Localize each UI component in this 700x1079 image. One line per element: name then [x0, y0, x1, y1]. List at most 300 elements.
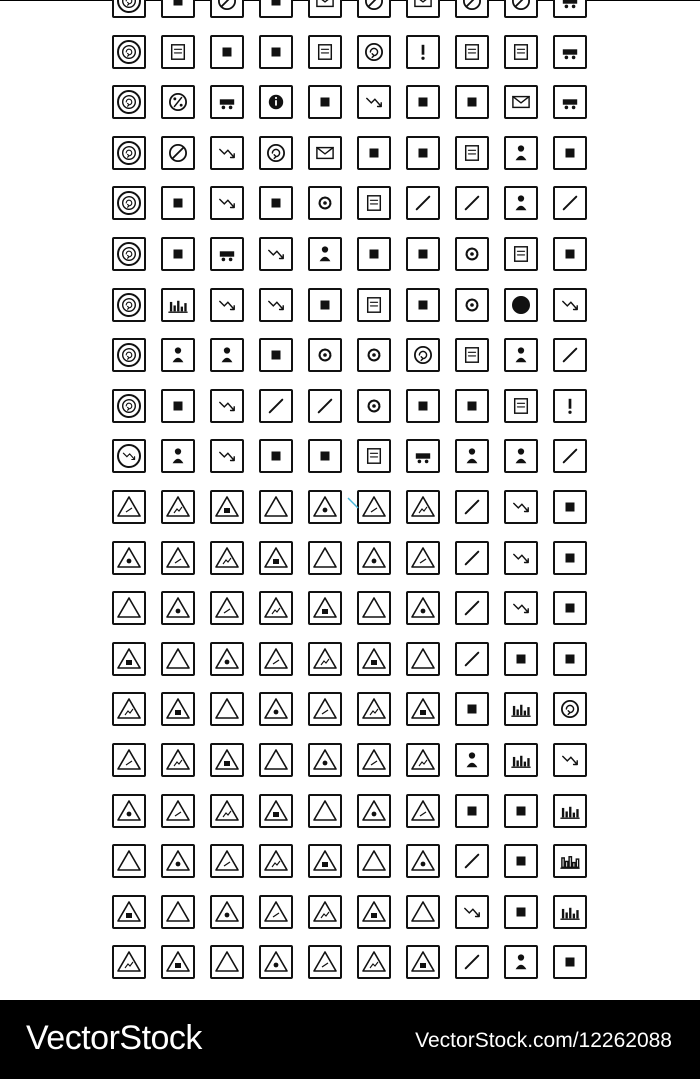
- icon-tile: [210, 794, 244, 828]
- gavel-icon: [457, 947, 487, 977]
- icon-tile: [308, 288, 342, 322]
- screen-icon: [457, 340, 487, 370]
- icon-tile: [504, 895, 538, 929]
- triangle-icon: [310, 947, 340, 977]
- icon-tile: [553, 35, 587, 69]
- triangle-icon: [310, 644, 340, 674]
- triangle-icon: [359, 492, 389, 522]
- bullet-icon: [457, 745, 487, 775]
- icon-tile: [553, 844, 587, 878]
- icon-tile: [553, 541, 587, 575]
- icon-tile: [112, 541, 146, 575]
- icon-tile: [553, 794, 587, 828]
- triangle-icon: [163, 593, 193, 623]
- price-tag-icon: [457, 391, 487, 421]
- icon-tile: [308, 743, 342, 777]
- icon-tile: [259, 136, 293, 170]
- icon-tile: [553, 895, 587, 929]
- triangle-icon: [408, 897, 438, 927]
- icon-tile: [553, 692, 587, 726]
- sync-circle-icon: [114, 239, 144, 269]
- handshake-icon: [408, 290, 438, 320]
- no-tool-icon: [163, 138, 193, 168]
- icon-tile: [553, 85, 587, 119]
- no-smoking-icon: [457, 0, 487, 16]
- icon-tile: [553, 490, 587, 524]
- gear-cross-icon: [359, 391, 389, 421]
- icon-tile: [406, 591, 440, 625]
- envelope-icon: [506, 87, 536, 117]
- triangle-icon: [261, 897, 291, 927]
- tank-icon: [555, 37, 585, 67]
- icon-tile: [161, 743, 195, 777]
- icon-tile: [455, 288, 489, 322]
- icon-tile: [455, 591, 489, 625]
- icon-tile: [357, 844, 391, 878]
- icon-tile: [259, 844, 293, 878]
- triangle-icon: [408, 796, 438, 826]
- bank-icon: [310, 340, 340, 370]
- triangle-icon: [408, 745, 438, 775]
- user-chat-icon: [212, 340, 242, 370]
- triangle-icon: [359, 947, 389, 977]
- icon-tile: [504, 541, 538, 575]
- ruler-triangle-icon: [555, 543, 585, 573]
- barrier-icon: [506, 644, 536, 674]
- triangle-icon: [261, 947, 291, 977]
- triangle-icon: [212, 593, 242, 623]
- icon-tile: [357, 288, 391, 322]
- icon-tile: [553, 186, 587, 220]
- icon-tile: [455, 692, 489, 726]
- bar-chart-icon: [555, 796, 585, 826]
- icon-tile: [308, 338, 342, 372]
- document-page-icon: [506, 239, 536, 269]
- icon-tile: [210, 692, 244, 726]
- icon-tile: [406, 743, 440, 777]
- icon-tile: [161, 136, 195, 170]
- water-tap-icon: [506, 796, 536, 826]
- icon-tile: [210, 743, 244, 777]
- icon-tile: [455, 136, 489, 170]
- triangle-icon: [310, 897, 340, 927]
- triangle-icon: [310, 745, 340, 775]
- icon-tile: [259, 541, 293, 575]
- hook-icon: [555, 441, 585, 471]
- triangle-icon: [163, 745, 193, 775]
- calendar-26-icon: [457, 138, 487, 168]
- guitar-icon: [555, 239, 585, 269]
- triangle-icon: [114, 694, 144, 724]
- icon-tile: [308, 895, 342, 929]
- triangle-icon: [408, 492, 438, 522]
- settings-gears-icon: [359, 340, 389, 370]
- cassette-icon: [506, 391, 536, 421]
- triangle-icon: [163, 694, 193, 724]
- padlock-icon: [163, 340, 193, 370]
- icon-tile: [210, 895, 244, 929]
- search-person-icon: [506, 441, 536, 471]
- gears-icon: [457, 239, 487, 269]
- crossed-tools-icon: [457, 87, 487, 117]
- icon-tile: [553, 743, 587, 777]
- icon-tile: [259, 642, 293, 676]
- calculator-icon: [359, 188, 389, 218]
- icon-tile: [357, 389, 391, 423]
- accent-tick-icon: [346, 496, 360, 510]
- telephone-icon: [163, 0, 193, 16]
- icon-tile: [308, 945, 342, 979]
- icon-tile: [455, 743, 489, 777]
- icon-tile: [357, 85, 391, 119]
- icon-tile: [259, 35, 293, 69]
- close-x-icon: [163, 188, 193, 218]
- icon-tile: [455, 186, 489, 220]
- triangle-icon: [114, 846, 144, 876]
- globe-icon: [310, 188, 340, 218]
- triangle-icon: [408, 694, 438, 724]
- calendar-grid-icon: [506, 37, 536, 67]
- icon-tile: [357, 591, 391, 625]
- icon-tile: [112, 945, 146, 979]
- icon-tile: [308, 186, 342, 220]
- notepad-pencil-icon: [163, 37, 193, 67]
- icon-tile: [161, 439, 195, 473]
- triangle-icon: [408, 947, 438, 977]
- icon-tile: [161, 237, 195, 271]
- magnifier-icon: [261, 340, 291, 370]
- icon-tile: [161, 35, 195, 69]
- icon-tile: [210, 642, 244, 676]
- rifle-diagonal-icon: [457, 543, 487, 573]
- flask-icon: [506, 340, 536, 370]
- triangle-icon: [163, 644, 193, 674]
- shopping-cart-icon: [212, 239, 242, 269]
- icon-tile: [553, 338, 587, 372]
- weather-vane-icon: [555, 138, 585, 168]
- watermark-footer: [0, 1000, 700, 1079]
- return-circle-icon: [114, 290, 144, 320]
- close-circle-icon: [359, 0, 389, 16]
- icon-tile: [504, 0, 538, 18]
- fence-icon: [555, 947, 585, 977]
- triangle-icon: [359, 593, 389, 623]
- equalizer-icon: [555, 897, 585, 927]
- icon-tile: [112, 794, 146, 828]
- bar-chart-icon: [163, 290, 193, 320]
- icon-tile: [161, 490, 195, 524]
- icon-tile: [308, 237, 342, 271]
- icon-tile: [161, 288, 195, 322]
- icon-tile: [455, 35, 489, 69]
- fish-icon: [457, 796, 487, 826]
- icon-tile: [259, 945, 293, 979]
- icon-tile: [112, 895, 146, 929]
- info-icon: [261, 87, 291, 117]
- icon-tile: [259, 85, 293, 119]
- zigzag-line-icon: [555, 290, 585, 320]
- wave-circle-icon: [555, 694, 585, 724]
- icon-tile: [504, 136, 538, 170]
- icon-tile: [259, 237, 293, 271]
- icon-tile: [112, 591, 146, 625]
- icon-tile: [406, 288, 440, 322]
- icon-tile: [112, 692, 146, 726]
- icon-tile: [308, 0, 342, 18]
- icon-tile: [161, 338, 195, 372]
- triangle-icon: [114, 796, 144, 826]
- icon-tile: [357, 794, 391, 828]
- trend-down-arrow-icon: [212, 138, 242, 168]
- shopping-cart-down-icon: [212, 87, 242, 117]
- padlock-key-icon: [310, 239, 340, 269]
- recycle-icon: [114, 391, 144, 421]
- icon-tile: [210, 288, 244, 322]
- delivery-truck-icon: [408, 441, 438, 471]
- triangle-icon: [163, 846, 193, 876]
- icon-tile: [357, 237, 391, 271]
- triangle-icon: [359, 694, 389, 724]
- jar-icon: [506, 138, 536, 168]
- scissors-icon: [408, 239, 438, 269]
- wave-faint-icon: [506, 593, 536, 623]
- icon-tile: [553, 237, 587, 271]
- percent-icon: [163, 87, 193, 117]
- icon-tile: [455, 439, 489, 473]
- triangle-icon: [310, 593, 340, 623]
- triangle-icon: [359, 644, 389, 674]
- icon-tile: [553, 288, 587, 322]
- icon-tile: [406, 490, 440, 524]
- icon-tile: [504, 35, 538, 69]
- icon-tile: [112, 136, 146, 170]
- icon-tile: [357, 743, 391, 777]
- bar-chart-icon: [506, 745, 536, 775]
- icon-tile: [455, 895, 489, 929]
- mail-magnify-icon: [310, 138, 340, 168]
- lightning-icon: [212, 290, 242, 320]
- triangle-icon: [114, 745, 144, 775]
- icon-tile: [406, 844, 440, 878]
- icon-tile: [553, 389, 587, 423]
- tank-icon: [555, 0, 585, 16]
- knife-icon: [555, 340, 585, 370]
- icon-tile: [504, 945, 538, 979]
- icon-tile: [504, 85, 538, 119]
- smartphone-icon: [408, 391, 438, 421]
- icon-tile: [259, 895, 293, 929]
- megaphone-icon: [261, 188, 291, 218]
- triangle-icon: [359, 846, 389, 876]
- ring-handle-icon: [114, 138, 144, 168]
- icon-tile: [259, 794, 293, 828]
- forbidden-circle-icon: [506, 290, 536, 320]
- icon-tile: [504, 642, 538, 676]
- icon-tile: [357, 541, 391, 575]
- triangle-icon: [310, 543, 340, 573]
- icon-tile: [112, 0, 146, 18]
- icon-tile: [553, 591, 587, 625]
- triangle-icon: [359, 897, 389, 927]
- icon-tile: [504, 844, 538, 878]
- triangle-icon: [212, 644, 242, 674]
- fragile-glass-icon: [310, 87, 340, 117]
- television-icon: [261, 0, 291, 16]
- icon-tile: [455, 0, 489, 18]
- triangle-icon: [261, 644, 291, 674]
- icon-tile: [357, 642, 391, 676]
- pulse-circle-icon: [114, 340, 144, 370]
- icon-tile: [504, 591, 538, 625]
- pencil-icon: [310, 391, 340, 421]
- icon-tile: [112, 186, 146, 220]
- money-icon: [310, 441, 340, 471]
- icon-tile: [210, 389, 244, 423]
- icon-tile: [161, 389, 195, 423]
- triangle-icon: [261, 796, 291, 826]
- magnifier-question-icon: [359, 239, 389, 269]
- power-button-icon: [261, 138, 291, 168]
- icon-tile: [406, 338, 440, 372]
- icon-tile: [112, 490, 146, 524]
- icon-tile: [161, 591, 195, 625]
- icon-tile: [308, 439, 342, 473]
- icon-tile: [504, 338, 538, 372]
- triangle-icon: [163, 492, 193, 522]
- icon-tile: [161, 0, 195, 18]
- icon-tile: [406, 692, 440, 726]
- icon-tile: [112, 389, 146, 423]
- icon-tile: [406, 895, 440, 929]
- icon-tile: [259, 0, 293, 18]
- icon-tile: [504, 389, 538, 423]
- triangle-icon: [261, 745, 291, 775]
- chain-link-icon: [408, 87, 438, 117]
- icon-tile: [455, 85, 489, 119]
- line-arrow-icon: [457, 897, 487, 927]
- jagged-line-icon: [506, 492, 536, 522]
- triangle-icon: [212, 543, 242, 573]
- icon-tile: [112, 338, 146, 372]
- icon-tile: [406, 945, 440, 979]
- icon-tile: [455, 389, 489, 423]
- icon-tile: [161, 85, 195, 119]
- icon-tile: [210, 439, 244, 473]
- triangle-icon: [261, 846, 291, 876]
- triangle-icon: [212, 846, 242, 876]
- mobile-signal-icon: [408, 138, 438, 168]
- icon-tile: [357, 439, 391, 473]
- icon-tile: [357, 490, 391, 524]
- icon-tile: [455, 541, 489, 575]
- triangle-icon: [114, 644, 144, 674]
- icon-tile: [406, 389, 440, 423]
- triangle-icon: [261, 492, 291, 522]
- no-fire-icon: [506, 0, 536, 16]
- triangle-icon: [310, 694, 340, 724]
- icon-tile: [504, 288, 538, 322]
- dash-line-icon: [457, 492, 487, 522]
- calendar-one-icon: [457, 37, 487, 67]
- trend-down-line-icon: [555, 745, 585, 775]
- triangle-icon: [114, 947, 144, 977]
- triangle-icon: [163, 796, 193, 826]
- clock-arrow-icon: [114, 188, 144, 218]
- triangle-icon: [114, 492, 144, 522]
- icon-tile: [210, 541, 244, 575]
- turn-arrow-icon: [212, 188, 242, 218]
- reload-arrow-icon: [212, 391, 242, 421]
- building-icon: [457, 290, 487, 320]
- triangle-icon: [114, 897, 144, 927]
- bracket-arrow-icon: [114, 441, 144, 471]
- icon-tile: [259, 439, 293, 473]
- rotate-arrow-icon: [114, 0, 144, 16]
- icon-tile: [161, 541, 195, 575]
- triangle-icon: [359, 745, 389, 775]
- icon-tile: [504, 237, 538, 271]
- icon-tile: [210, 186, 244, 220]
- pen-icon: [457, 188, 487, 218]
- icon-tile: [406, 237, 440, 271]
- icon-tile: [259, 288, 293, 322]
- icon-tile: [357, 35, 391, 69]
- icon-tile: [308, 85, 342, 119]
- icon-tile: [259, 490, 293, 524]
- icon-tile: [553, 945, 587, 979]
- cart-person-icon: [457, 441, 487, 471]
- icon-tile: [553, 0, 587, 18]
- triangle-icon: [163, 947, 193, 977]
- copy-pages-icon: [261, 441, 291, 471]
- triangle-icon: [212, 492, 242, 522]
- icon-tile: [504, 692, 538, 726]
- triangle-icon: [163, 897, 193, 927]
- icon-tile: [112, 288, 146, 322]
- slash-mark-icon: [408, 188, 438, 218]
- icon-tile: [406, 85, 440, 119]
- icon-tile: [308, 490, 342, 524]
- pie-chart-icon: [555, 644, 585, 674]
- triangle-icon: [408, 593, 438, 623]
- icon-tile: [210, 945, 244, 979]
- triangle-icon: [261, 593, 291, 623]
- corner-arrow-icon: [261, 239, 291, 269]
- icon-tile: [259, 743, 293, 777]
- icon-tile: [210, 844, 244, 878]
- triangle-icon: [310, 492, 340, 522]
- triangle-icon: [212, 796, 242, 826]
- icon-tile: [406, 794, 440, 828]
- icon-tile: [406, 136, 440, 170]
- triangle-icon: [359, 796, 389, 826]
- icon-tile: [553, 642, 587, 676]
- envelope-icon: [310, 0, 340, 16]
- pen-diagonal-icon: [457, 644, 487, 674]
- icon-tile: [112, 35, 146, 69]
- dollar-coin-icon: [359, 138, 389, 168]
- branch-tool-icon: [261, 37, 291, 67]
- icon-tile: [357, 692, 391, 726]
- triangle-icon: [310, 846, 340, 876]
- icon-tile: [357, 186, 391, 220]
- icon-tile: [259, 338, 293, 372]
- icon-tile: [504, 186, 538, 220]
- icon-tile: [455, 642, 489, 676]
- icon-tile: [455, 237, 489, 271]
- icon-tile: [259, 389, 293, 423]
- icon-tile: [553, 136, 587, 170]
